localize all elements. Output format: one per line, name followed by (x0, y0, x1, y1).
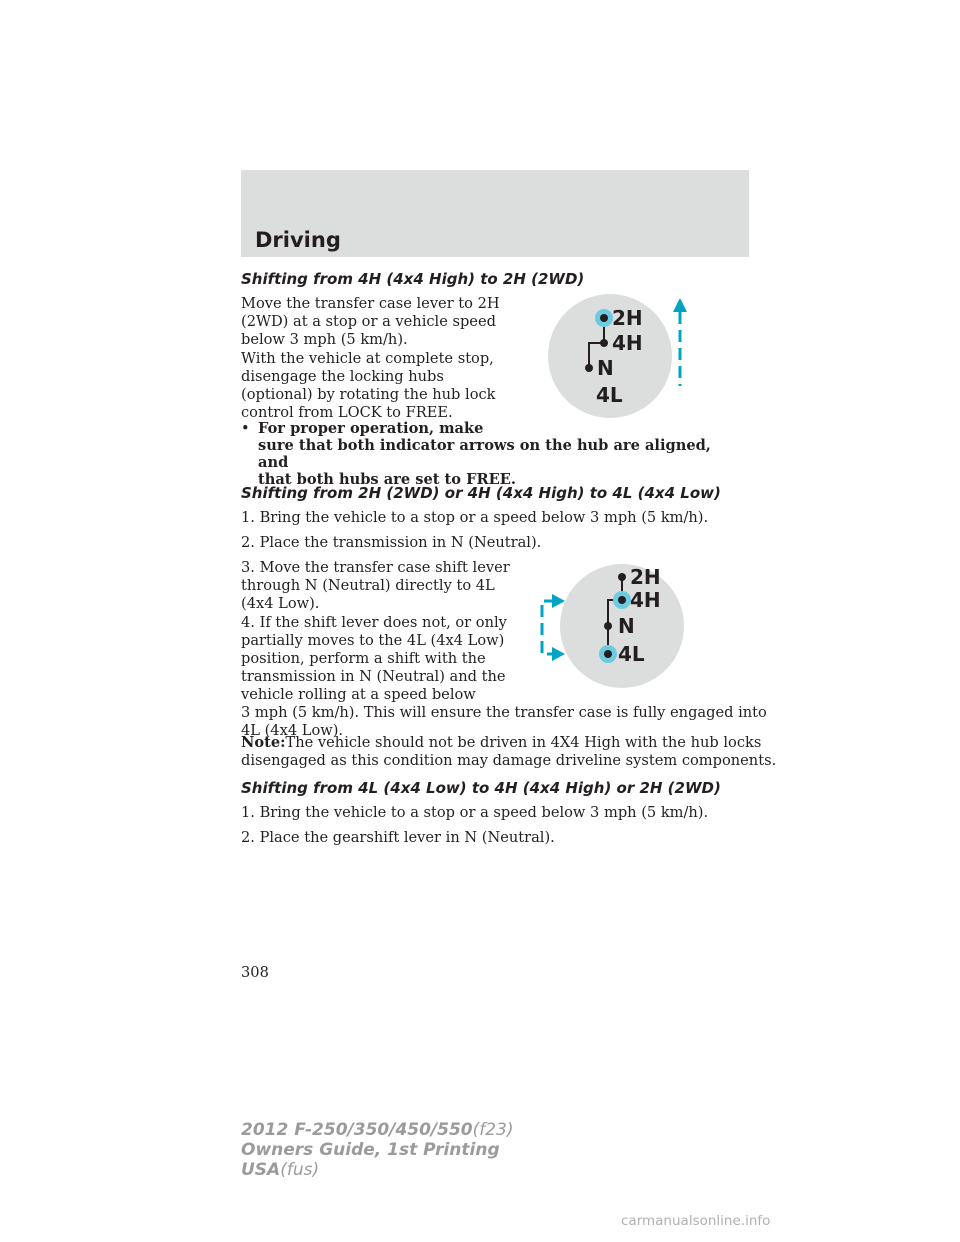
position-dot-4l (604, 650, 612, 658)
shift-diagram-4h-to-2h (560, 290, 710, 420)
step-1: 1. Bring the vehicle to a stop or a speed below 3 mph (5 km/h). (241, 804, 709, 821)
label-2h: 2H (630, 565, 661, 589)
text-line: sure that both indicator arrows on the hub are aligned, and (258, 437, 711, 471)
step-1: 1. Bring the vehicle to a stop or a speed below 3 mph (5 km/h). (241, 509, 709, 526)
bullet-text (258, 420, 738, 488)
footer-line (241, 1120, 514, 1140)
label-4l: 4L (618, 642, 645, 666)
text-line: position, perform a shift with the (241, 650, 486, 667)
heading-4l-to-4h-2h: Shifting from 4L (4x4 Low) to 4H (4x4 High) or 2H (2WD) (241, 779, 721, 797)
label-4h: 4H (612, 331, 643, 355)
step-3 (241, 559, 510, 613)
heading-2h-4h-to-4l: Shifting from 2H (2WD) or 4H (4x4 High) to 4L (4x4 Low) (241, 484, 721, 502)
section-title: Driving (255, 228, 341, 252)
text-line: partially moves to the 4L (4x4 Low) (241, 632, 505, 649)
page-number: 308 (241, 964, 269, 981)
footer-model: 2012 F-250/350/450/550 (241, 1120, 473, 1140)
footer-line (241, 1160, 514, 1180)
arrow-up-icon (673, 298, 687, 312)
text-line: (2WD) at a stop or a vehicle speed (241, 313, 496, 330)
text-line: Move the transfer case lever to 2H (241, 295, 500, 312)
position-dot-n (604, 622, 612, 630)
text-line: that both hubs are set to FREE. (258, 471, 516, 488)
text-line: For proper operation, make (258, 420, 484, 437)
label-n: N (618, 614, 635, 638)
note-text: The vehicle should not be driven in 4X4 High with the hub locks (285, 734, 762, 751)
position-dot-4h (600, 339, 608, 347)
arrow-right-icon (552, 647, 565, 661)
text-line: disengage the locking hubs (241, 368, 444, 385)
text-line: below 3 mph (5 km/h). (241, 331, 408, 348)
dashed-arrow-path (542, 601, 556, 654)
footer-code: (f23) (472, 1120, 514, 1140)
footer-region-code: (fus) (280, 1160, 320, 1180)
text-line: transmission in N (Neutral) and the (241, 668, 506, 685)
text-line: 3. Move the transfer case shift lever (241, 559, 510, 576)
text-line: control from LOCK to FREE. (241, 404, 453, 421)
shift-diagram-to-4l (512, 560, 692, 690)
step-2: 2. Place the transmission in N (Neutral). (241, 534, 542, 551)
text-line: (4x4 Low). (241, 595, 320, 612)
text-line: 3 mph (5 km/h). This will ensure the transfer case is fully engaged into (241, 704, 767, 721)
text-line: (optional) by rotating the hub lock (241, 386, 496, 403)
label-4l: 4L (596, 383, 623, 407)
label-2h: 2H (612, 306, 643, 330)
position-dot-n (585, 364, 593, 372)
text-line: disengaged as this condition may damage driveline system components. (241, 752, 777, 769)
label-4h: 4H (630, 588, 661, 612)
position-dot-2h (600, 314, 608, 322)
footer-line: Owners Guide, 1st Printing (241, 1140, 500, 1160)
position-dot-4h (618, 596, 626, 604)
paragraph-disengage-hubs (241, 350, 496, 422)
text-line: 4L (4x4 Low). (241, 722, 344, 739)
text-line: vehicle rolling at a speed below (241, 686, 476, 703)
paragraph-move-lever (241, 295, 500, 349)
text-line: through N (Neutral) directly to 4L (241, 577, 495, 594)
text-line (241, 734, 776, 752)
note (241, 734, 776, 770)
footer-region: USA (241, 1160, 281, 1180)
text-line: With the vehicle at complete stop, (241, 350, 494, 367)
label-n: N (597, 356, 614, 380)
step-2: 2. Place the gearshift lever in N (Neutral). (241, 829, 555, 846)
arrow-right-icon (552, 594, 565, 608)
bullet-symbol: • (241, 420, 250, 437)
text-line: 4. If the shift lever does not, or only (241, 614, 507, 631)
footer (241, 1120, 514, 1180)
note-label: Note: (241, 734, 286, 751)
position-dot-2h (618, 573, 626, 581)
heading-4h-to-2h: Shifting from 4H (4x4 High) to 2H (2WD) (241, 270, 585, 288)
watermark: carmanualsonline.info (621, 1213, 771, 1229)
